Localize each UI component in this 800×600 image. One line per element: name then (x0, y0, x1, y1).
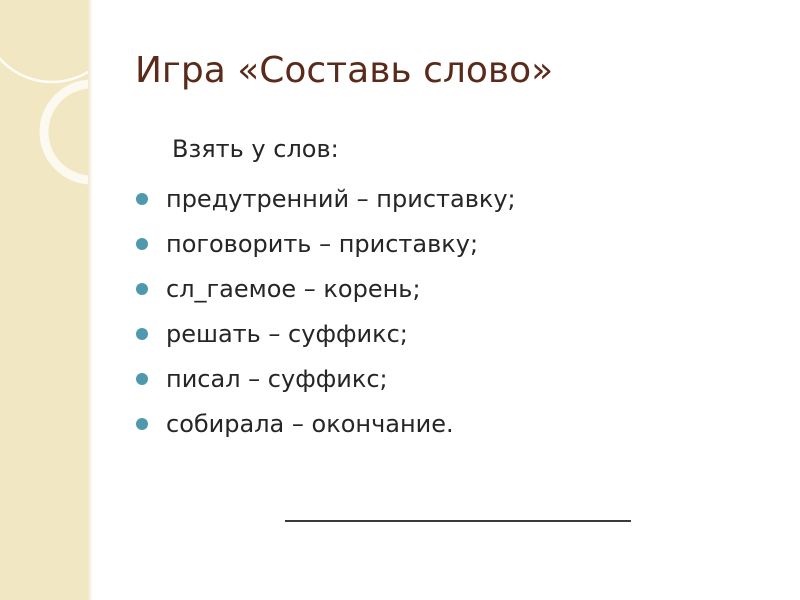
list-item (136, 221, 736, 266)
list-item-text: решать – суффикс; (166, 319, 408, 348)
bullet-icon (136, 193, 148, 205)
list-item (136, 311, 736, 356)
list-item (136, 266, 736, 311)
list-item (136, 176, 736, 221)
list-item (136, 356, 736, 401)
instruction-text: Взять у слов: (172, 135, 339, 163)
bullet-icon (136, 238, 148, 250)
list-item-text: собирала – окончание. (166, 409, 454, 438)
bullet-icon (136, 283, 148, 295)
list-item (136, 401, 736, 446)
bullet-icon (136, 373, 148, 385)
list-item-text: сл_гаемое – корень; (166, 274, 421, 303)
decorative-ring (44, 84, 88, 180)
decorative-circles (0, 0, 88, 600)
list-item-text: писал – суффикс; (166, 364, 388, 393)
list-item-text: поговорить – приставку; (166, 229, 479, 258)
list-item-text: предутренний – приставку; (166, 184, 516, 213)
answer-line (285, 520, 631, 522)
decorative-side-panel (0, 0, 88, 600)
task-list (136, 176, 736, 446)
bullet-icon (136, 328, 148, 340)
slide-title: Игра «Составь слово» (135, 50, 554, 91)
decorative-circle-large (0, 0, 88, 82)
bullet-icon (136, 418, 148, 430)
side-panel-edge (88, 0, 93, 600)
